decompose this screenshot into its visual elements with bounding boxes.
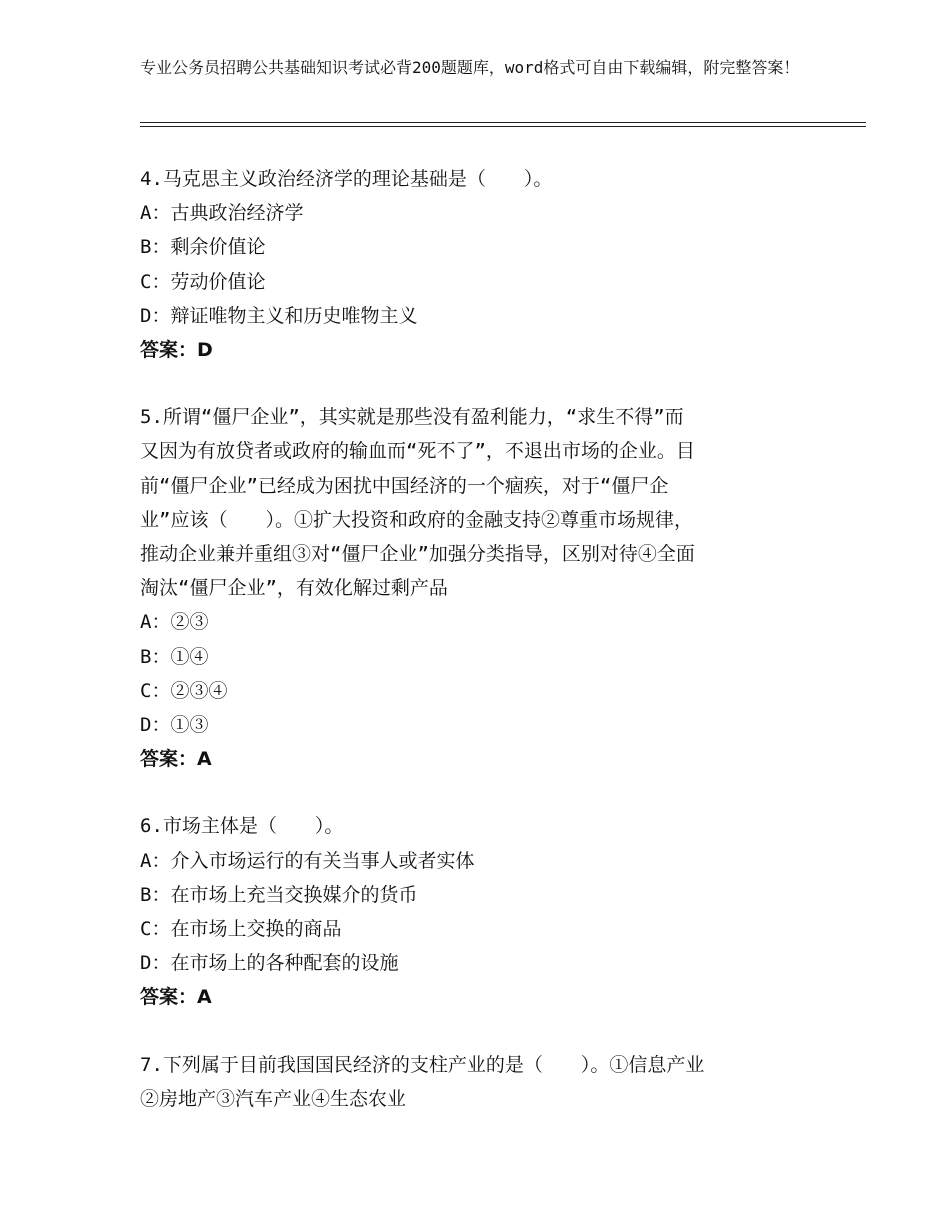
option-d: D：辩证唯物主义和历史唯物主义 <box>140 304 418 327</box>
question-stem-line: 前“僵尸企业”已经成为困扰中国经济的一个痼疾，对于“僵尸企 <box>140 474 669 497</box>
answer: 答案：A <box>140 748 212 771</box>
option-a: A：介入市场运行的有关当事人或者实体 <box>140 849 475 872</box>
option-a: A：古典政治经济学 <box>140 202 304 225</box>
option-c: C：在市场上交换的商品 <box>140 918 342 941</box>
question-stem-line: 推动企业兼并重组③对“僵尸企业”加强分类指导，区别对待④全面 <box>140 543 695 566</box>
option-d: D：在市场上的各种配套的设施 <box>140 952 399 975</box>
header-divider-bottom <box>140 126 866 127</box>
option-c: C：②③④ <box>140 679 228 702</box>
option-b: B：剩余价值论 <box>140 236 266 259</box>
question-stem-line: 7.下列属于目前我国国民经济的支柱产业的是（ ）。①信息产业 <box>140 1053 705 1076</box>
question-6 <box>140 809 820 1014</box>
option-b: B：在市场上充当交换媒介的货币 <box>140 883 418 906</box>
question-stem-line: 5.所谓“僵尸企业”，其实就是那些没有盈利能力，“求生不得”而 <box>140 406 684 429</box>
question-4 <box>140 162 820 367</box>
question-stem: 6.市场主体是（ ）。 <box>140 815 344 838</box>
question-list <box>140 162 820 1149</box>
option-c: C：劳动价值论 <box>140 270 266 293</box>
option-b: B：①④ <box>140 645 209 668</box>
question-stem-line: 业”应该（ ）。①扩大投资和政府的金融支持②尊重市场规律， <box>140 508 693 531</box>
question-5 <box>140 400 820 776</box>
option-d: D：①③ <box>140 714 209 737</box>
header-divider-top <box>140 122 866 123</box>
question-stem-line: 淘汰“僵尸企业”，有效化解过剩产品 <box>140 577 448 600</box>
answer: 答案：D <box>140 339 213 362</box>
answer: 答案：A <box>140 986 212 1009</box>
question-stem-line: ②房地产③汽车产业④生态农业 <box>140 1087 407 1110</box>
document-header <box>140 56 840 79</box>
option-a: A：②③ <box>140 611 209 634</box>
question-7 <box>140 1048 820 1116</box>
question-stem-line: 又因为有放贷者或政府的输血而“死不了”，不退出市场的企业。目 <box>140 440 695 463</box>
header-text: 专业公务员招聘公共基础知识考试必背200题题库，word格式可自由下载编辑，附完整答案！ <box>140 58 800 77</box>
question-stem: 4.马克思主义政治经济学的理论基础是（ ）。 <box>140 168 553 190</box>
